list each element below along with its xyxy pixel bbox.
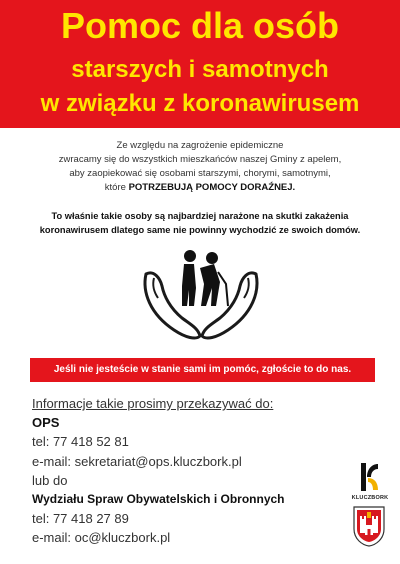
- intro-line-2: zwracamy się do wszystkich mieszkańców naszej Gminy z apelem,: [58, 154, 342, 165]
- help-banner: Jeśli nie jesteście w stanie sami im pomóc, zgłoście to do nas.: [30, 358, 375, 382]
- org1-email: e-mail: sekretariat@ops.kluczbork.pl: [32, 454, 242, 469]
- title-line-3: w związku z koronawirusem: [40, 90, 360, 117]
- intro-line-4-prefix: które: [104, 182, 126, 193]
- header-banner: [0, 0, 400, 128]
- or-label: lub do: [32, 473, 68, 488]
- kluczbork-logo-icon: [350, 461, 390, 495]
- intro-line-4: [20, 181, 380, 195]
- warning-paragraph: [20, 209, 380, 237]
- title-line-2: starszych i samotnych: [71, 56, 329, 83]
- intro-line-4-bold: POTRZEBUJĄ POMOCY DORAŹNEJ.: [128, 182, 296, 193]
- intro-line-1: Ze względu na zagrożenie epidemiczne: [116, 140, 284, 151]
- elderly-couple-hands-icon: [140, 244, 262, 350]
- contact-heading: Informacje takie prosimy przekazywać do:: [32, 396, 274, 411]
- org1-name: OPS: [32, 415, 60, 430]
- intro-line-3: aby zaopiekować się osobami starszymi, chorymi, samotnymi,: [69, 168, 331, 179]
- org2-email: e-mail: oc@kluczbork.pl: [32, 530, 171, 545]
- warning-line-2: koronawirusem dlatego same nie powinny wychodzić ze swoich domów.: [39, 225, 361, 235]
- org2-phone: tel: 77 418 27 89: [32, 511, 129, 526]
- org1-phone: tel: 77 418 52 81: [32, 434, 129, 449]
- title-line-1: Pomoc dla osób: [60, 5, 340, 46]
- intro-paragraph: [20, 139, 380, 195]
- logo-caption: KLUCZBORK: [351, 495, 389, 501]
- warning-line-1: To właśnie takie osoby są najbardziej narażone na skutki zakażenia: [51, 211, 349, 221]
- town-crest-icon: [352, 505, 386, 547]
- org2-name: Wydziału Spraw Obywatelskich i Obronnych: [32, 492, 285, 506]
